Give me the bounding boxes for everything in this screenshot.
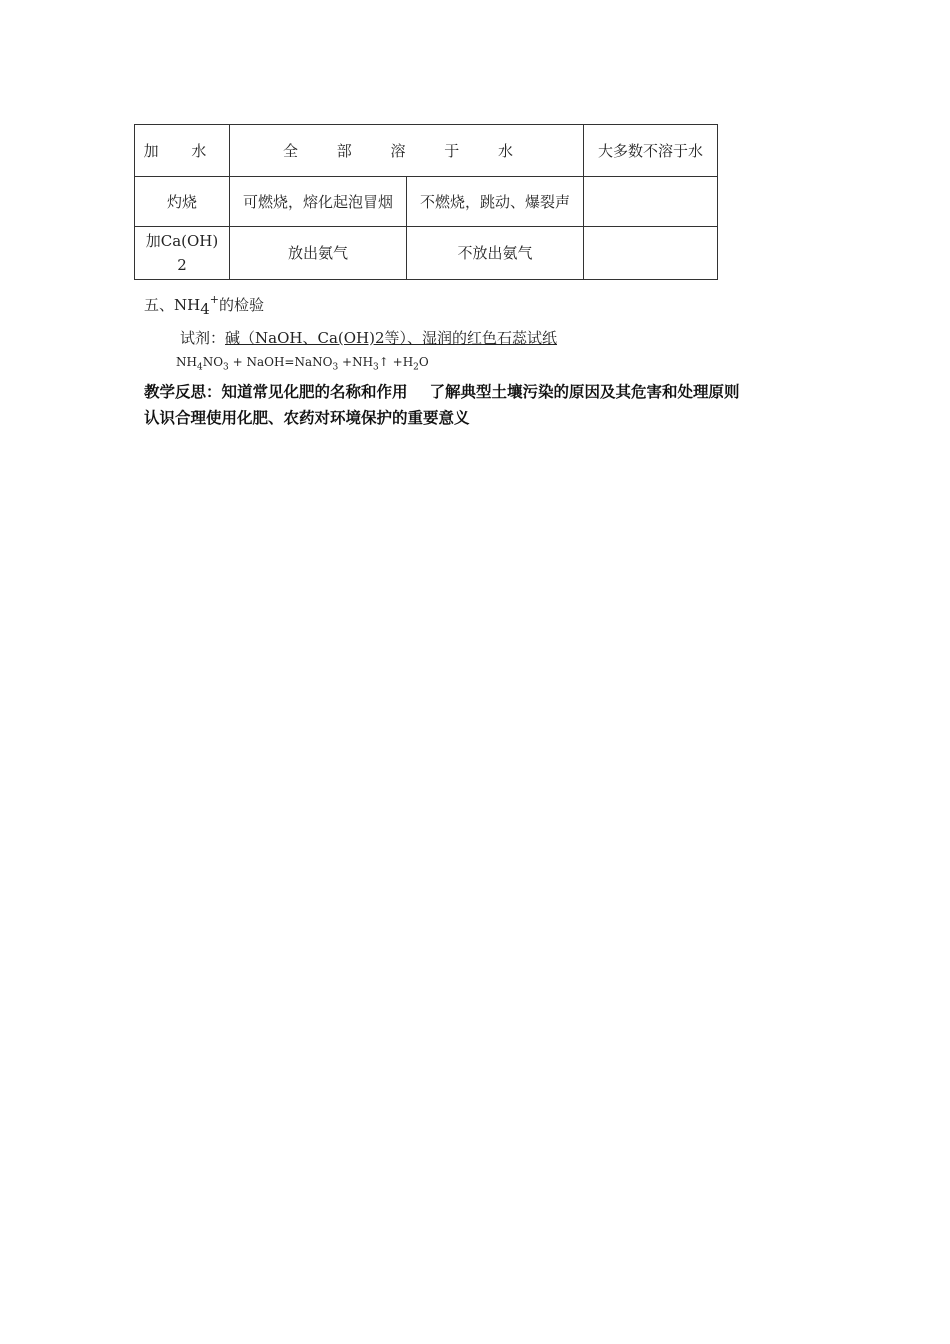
section-heading xyxy=(144,293,264,318)
table-cell: 灼烧 xyxy=(135,177,230,227)
table-cell: 加Ca(OH)2 xyxy=(135,227,230,280)
teaching-reflection xyxy=(144,379,824,431)
table-cell: 放出氨气 xyxy=(230,227,407,280)
reflection-text: 了解典型土壤污染的原因及其危害和处理原则 xyxy=(429,383,740,401)
eq-part: O xyxy=(418,355,429,369)
table-row xyxy=(135,177,718,227)
table-cell: 加 水 xyxy=(135,125,230,177)
table-cell: 不燃烧，跳动、爆裂声 xyxy=(407,177,584,227)
reaction-equation xyxy=(176,355,429,372)
eq-sub: 4 xyxy=(196,362,203,373)
table-row xyxy=(135,227,718,280)
table-cell: 全 部 溶 于 水 xyxy=(230,125,584,177)
table-cell xyxy=(584,227,718,280)
eq-sub: 3 xyxy=(223,362,229,373)
eq-sub: 2 xyxy=(413,362,419,373)
reflection-line-1 xyxy=(144,379,824,405)
reagent-label: 试剂： xyxy=(180,329,226,347)
reflection-text: 教学反思：知道常见化肥的名称和作用 xyxy=(144,383,408,401)
table-cell: 不放出氨气 xyxy=(407,227,584,280)
table-row xyxy=(135,125,718,177)
section-superscript: + xyxy=(209,293,219,306)
reagent-text: 碱（NaOH、Ca(OH)2等）、湿润的红色石蕊试纸 xyxy=(225,329,558,347)
eq-part: ↑ +H xyxy=(378,355,414,369)
eq-part: NH xyxy=(176,355,197,369)
reflection-line-2: 认识合理使用化肥、农药对环境保护的重要意义 xyxy=(144,409,470,427)
section-subscript: 4 xyxy=(200,300,210,318)
eq-part: +NH xyxy=(338,355,374,369)
eq-sub: 3 xyxy=(373,362,379,373)
table-cell: 大多数不溶于水 xyxy=(584,125,718,177)
table-cell: 可燃烧，熔化起泡冒烟 xyxy=(230,177,407,227)
identification-table xyxy=(134,124,718,280)
eq-part: NO xyxy=(202,355,224,369)
reagent-line xyxy=(180,327,557,348)
eq-part: + NaOH=NaNO xyxy=(228,355,333,369)
section-suffix: 的检验 xyxy=(218,296,264,314)
eq-sub: 3 xyxy=(332,362,339,373)
table-cell xyxy=(584,177,718,227)
section-prefix: 五、NH xyxy=(144,296,201,314)
